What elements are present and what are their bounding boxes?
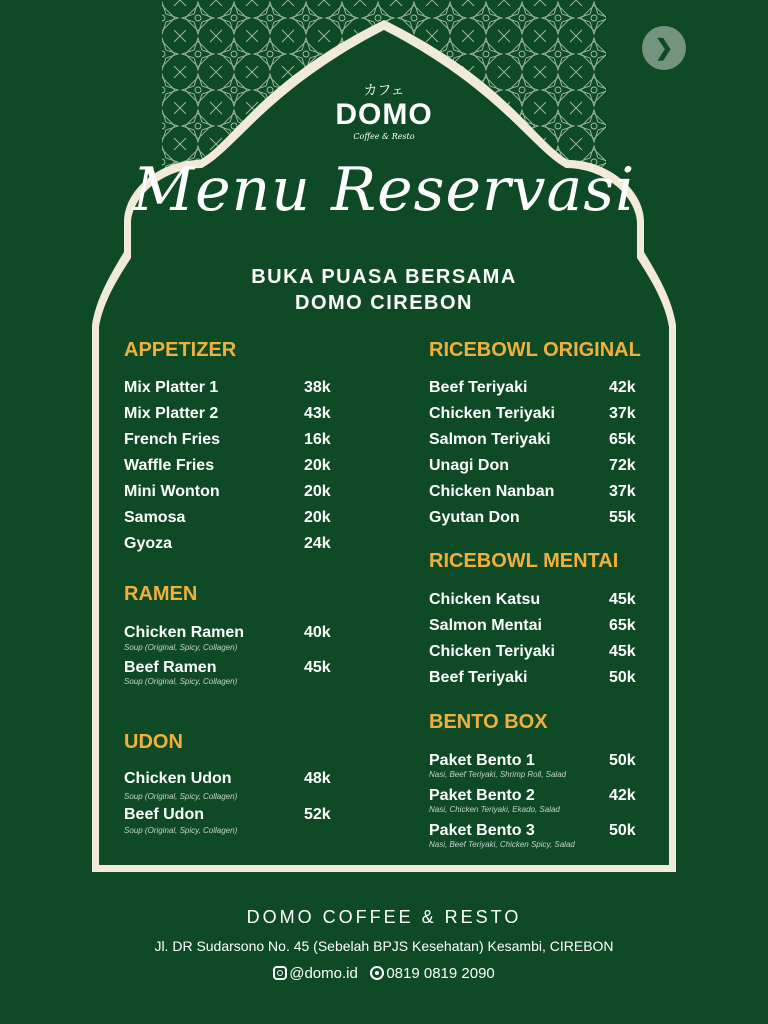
menu-item-price: 43k [304, 405, 331, 422]
menu-item-note: Nasi, Chicken Teriyaki, Ekado, Salad [429, 805, 560, 814]
menu-item-name: Chicken Ramen [124, 624, 245, 641]
menu-item-price: 38k [304, 379, 331, 396]
menu-item-name: Chicken Udon [124, 770, 232, 787]
menu-item-price: 40k [304, 624, 331, 641]
menu-item-price: 42k [609, 787, 636, 804]
chevron-right-icon: ❯ [654, 35, 674, 60]
subtitle-line1: BUKA PUASA BERSAMA [251, 266, 517, 288]
footer-contact [0, 965, 768, 982]
menu-item-price: 72k [609, 457, 636, 474]
section-title-udon: UDON [124, 731, 183, 753]
menu-item-name: Gyoza [124, 535, 173, 552]
menu-item-name: Gyutan Don [429, 509, 520, 526]
menu-item-price: 20k [304, 509, 331, 526]
menu-item-price: 55k [609, 509, 636, 526]
menu-item-price: 52k [304, 806, 331, 823]
page-title: Menu Reservasi [132, 155, 636, 225]
menu-item-name: Paket Bento 3 [429, 822, 535, 839]
menu-item-name: Beef Udon [124, 806, 204, 823]
menu-item-note: Nasi, Beef Teriyaki, Chicken Spicy, Salad [429, 840, 575, 849]
section-title-ramen: RAMEN [124, 583, 198, 605]
footer-address: Jl. DR Sudarsono No. 45 (Sebelah BPJS Kesehatan) Kesambi, CIREBON [154, 938, 614, 954]
brand-kana: カフェ [363, 82, 405, 98]
menu-item-name: Paket Bento 1 [429, 752, 535, 769]
menu-item-price: 37k [609, 405, 636, 422]
menu-item-note: Soup (Original, Spicy, Collagen) [124, 826, 238, 835]
menu-item-name: French Fries [124, 431, 221, 448]
menu-item-note: Soup (Original, Spicy, Collagen) [124, 792, 238, 801]
menu-item-name: Beef Teriyaki [429, 379, 528, 396]
phone-number[interactable]: 0819 0819 2090 [386, 965, 495, 982]
menu-item-price: 50k [609, 669, 636, 686]
menu-item-name: Salmon Mentai [429, 617, 542, 634]
menu-item-name: Mini Wonton [124, 483, 220, 500]
menu-item-name: Mix Platter 1 [124, 379, 219, 396]
menu-item-note: Soup (Original, Spicy, Collagen) [124, 643, 238, 652]
menu-item-name: Mix Platter 2 [124, 405, 219, 422]
menu-item-price: 37k [609, 483, 636, 500]
brand-tagline: Coffee & Resto [353, 132, 415, 141]
subtitle-line2: DOMO CIREBON [295, 292, 473, 314]
brand-logo: DOMO [335, 98, 433, 131]
whatsapp-icon [370, 966, 384, 980]
menu-item-price: 50k [609, 822, 636, 839]
menu-item-name: Chicken Nanban [429, 483, 555, 500]
menu-item-price: 20k [304, 483, 331, 500]
menu-item-price: 65k [609, 617, 636, 634]
menu-item-name: Salmon Teriyaki [429, 431, 551, 448]
menu-item-name: Chicken Teriyaki [429, 405, 555, 422]
menu-item-price: 24k [304, 535, 331, 552]
menu-item-price: 16k [304, 431, 331, 448]
next-button[interactable] [642, 26, 686, 70]
menu-item-note: Nasi, Beef Teriyaki, Shrimp Roll, Salad [429, 770, 567, 779]
footer-resto-name: DOMO COFFEE & RESTO [246, 907, 522, 927]
section-title-appetizer: APPETIZER [124, 339, 237, 361]
section-title-ricebowl-original: RICEBOWL ORIGINAL [429, 339, 641, 361]
menu-item-name: Paket Bento 2 [429, 787, 535, 804]
menu-item-price: 45k [609, 643, 636, 660]
menu-item-name: Waffle Fries [124, 457, 215, 474]
section-title-bento-box: BENTO BOX [429, 711, 548, 733]
menu-item-name: Beef Teriyaki [429, 669, 528, 686]
menu-item-price: 45k [609, 591, 636, 608]
menu-item-price: 45k [304, 659, 331, 676]
menu-item-price: 65k [609, 431, 636, 448]
menu-item-name: Unagi Don [429, 457, 509, 474]
menu-item-price: 20k [304, 457, 331, 474]
instagram-handle[interactable]: @domo.id [289, 965, 358, 982]
menu-item-name: Samosa [124, 509, 186, 526]
menu-item-note: Soup (Original, Spicy, Collagen) [124, 677, 238, 686]
menu-item-price: 42k [609, 379, 636, 396]
menu-item-name: Beef Ramen [124, 659, 217, 676]
menu-item-price: 50k [609, 752, 636, 769]
menu-item-price: 48k [304, 770, 331, 787]
menu-item-name: Chicken Katsu [429, 591, 541, 608]
section-title-ricebowl-mentai: RICEBOWL MENTAI [429, 550, 619, 572]
menu-item-name: Chicken Teriyaki [429, 643, 555, 660]
instagram-icon [273, 966, 287, 980]
